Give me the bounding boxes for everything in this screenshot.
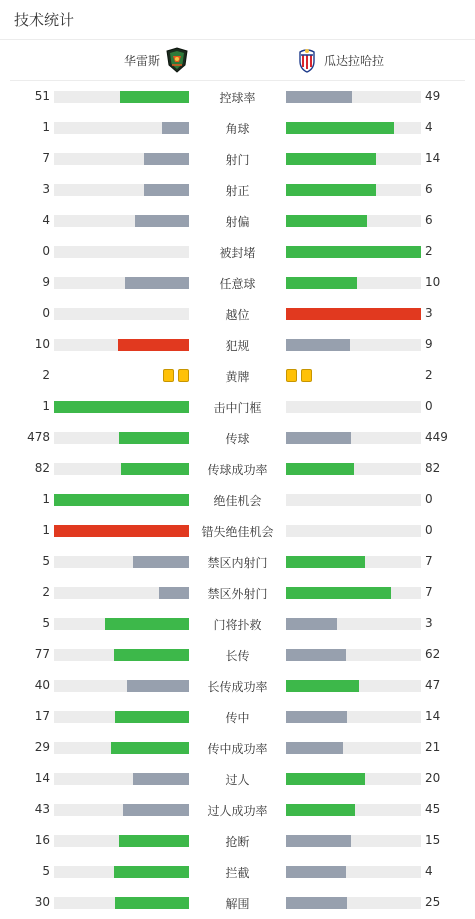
away-stat-bar-track: [286, 339, 421, 351]
home-stat-value: 0: [42, 306, 50, 320]
home-stat-bar-track: [54, 432, 189, 444]
away-stat-value: 10: [425, 275, 441, 289]
away-stat-bar: [286, 91, 352, 103]
away-stat-bar-track: [286, 618, 421, 630]
stat-row: [0, 546, 475, 577]
stat-label: 控球率: [219, 91, 256, 105]
away-stat-bar-track: [286, 649, 421, 661]
away-stat-value: 82: [425, 461, 441, 475]
stat-label: 传球成功率: [207, 463, 268, 477]
away-stat-value: 21: [425, 740, 441, 754]
home-stat-bar: [133, 773, 189, 785]
away-stat-bar-track: [286, 91, 421, 103]
away-stat-value: 47: [425, 678, 441, 692]
stat-row: [0, 422, 475, 453]
stat-row: [0, 484, 475, 515]
home-stat-bar: [54, 401, 189, 413]
away-stat-value: 2: [425, 244, 433, 258]
away-stat-value: 0: [425, 492, 433, 506]
away-stat-bar: [286, 556, 365, 568]
fc-juarez-crest-icon: [164, 47, 190, 73]
away-stat-value: 3: [425, 306, 433, 320]
home-stat-value: 30: [34, 895, 50, 909]
stat-label: 过人: [225, 773, 250, 787]
home-stat-bar-track: [54, 711, 189, 723]
home-stat-value: 3: [42, 182, 50, 196]
away-stat-value: 14: [425, 151, 441, 165]
away-stat-value: 49: [425, 89, 441, 103]
home-stat-value: 5: [42, 864, 50, 878]
stat-label: 解围: [225, 897, 250, 911]
away-stat-value: 3: [425, 616, 433, 630]
stat-label: 黄牌: [225, 370, 250, 384]
stat-label: 传中成功率: [207, 742, 268, 756]
stat-label: 禁区外射门: [207, 587, 268, 601]
stat-row: [0, 701, 475, 732]
away-stat-value: 0: [425, 523, 433, 537]
home-stat-bar-track: [54, 184, 189, 196]
away-stat-bar: [286, 649, 346, 661]
home-stat-bar: [159, 587, 189, 599]
away-stat-bar-track: [286, 277, 421, 289]
home-stat-bar: [125, 277, 189, 289]
away-stat-bar-track: [286, 556, 421, 568]
away-stat-bar-track: [286, 215, 421, 227]
stat-row: [0, 236, 475, 267]
home-stat-bar-track: [54, 277, 189, 289]
stat-label: 角球: [225, 122, 250, 136]
away-stat-bar-track: [286, 711, 421, 723]
home-stat-bar-track: [54, 773, 189, 785]
stats-list: [0, 81, 475, 918]
away-stat-bar-track: [286, 866, 421, 878]
stat-label: 射正: [225, 184, 250, 198]
away-stat-bar-track: [286, 463, 421, 475]
away-stat-bar: [286, 835, 351, 847]
home-stat-value: 5: [42, 554, 50, 568]
home-stat-bar: [54, 525, 189, 537]
away-stat-value: 7: [425, 554, 433, 568]
home-stat-bar-track: [54, 122, 189, 134]
away-stat-value: 14: [425, 709, 441, 723]
away-stat-bar: [286, 773, 365, 785]
home-stat-bar-track: [54, 91, 189, 103]
stat-row: [0, 608, 475, 639]
home-stat-bar-track: [54, 742, 189, 754]
away-stat-bar: [286, 618, 337, 630]
home-stat-value: 5: [42, 616, 50, 630]
away-stat-bar: [286, 339, 350, 351]
home-stat-bar: [114, 649, 189, 661]
stat-row: [0, 329, 475, 360]
yellow-card-icon: [286, 369, 297, 382]
away-stat-bar-track: [286, 308, 421, 320]
home-stat-bar: [115, 897, 189, 909]
home-stat-value: 10: [34, 337, 50, 351]
home-stat-bar-track: [54, 556, 189, 568]
away-stat-bar: [286, 184, 376, 196]
home-stat-bar: [119, 432, 189, 444]
stat-label: 传球: [225, 432, 250, 446]
stat-row: [0, 732, 475, 763]
stat-row: [0, 763, 475, 794]
away-stat-value: 15: [425, 833, 441, 847]
away-stat-bar: [286, 587, 391, 599]
stat-label: 射偏: [225, 215, 250, 229]
stat-row: [0, 670, 475, 701]
home-stat-bar-track: [54, 215, 189, 227]
home-stat-value: 0: [42, 244, 50, 258]
stat-row: [0, 205, 475, 236]
yellow-card-icon: [301, 369, 312, 382]
away-stat-bar: [286, 742, 343, 754]
stat-row: [0, 267, 475, 298]
away-stat-bar-track: [286, 246, 421, 258]
away-stat-bar: [286, 432, 351, 444]
home-stat-value: 77: [34, 647, 50, 661]
home-stat-bar: [162, 122, 189, 134]
home-stat-value: 478: [27, 430, 50, 444]
away-stat-bar-track: [286, 804, 421, 816]
away-stat-bar: [286, 277, 357, 289]
home-stat-bar: [105, 618, 189, 630]
home-stat-bar: [115, 711, 189, 723]
home-stat-bar-track: [54, 587, 189, 599]
away-stat-value: 45: [425, 802, 441, 816]
away-stat-bar-track: [286, 494, 421, 506]
away-stat-value: 6: [425, 213, 433, 227]
stat-label: 绝佳机会: [213, 494, 262, 508]
away-stat-bar: [286, 153, 376, 165]
stat-label: 长传成功率: [207, 680, 268, 694]
home-stat-value: 2: [42, 368, 50, 382]
away-stat-bar-track: [286, 184, 421, 196]
stat-row: [0, 887, 475, 918]
home-stat-bar-track: [54, 246, 189, 258]
home-yellow-cards: [163, 369, 189, 382]
yellow-card-icon: [178, 369, 189, 382]
away-stat-value: 7: [425, 585, 433, 599]
chivas-crest-icon: [294, 47, 320, 73]
stat-row: [0, 112, 475, 143]
stat-row: [0, 856, 475, 887]
home-stat-value: 1: [42, 399, 50, 413]
page-title: 技术统计: [14, 11, 75, 29]
home-stat-value: 1: [42, 120, 50, 134]
away-stat-value: 6: [425, 182, 433, 196]
home-stat-bar: [54, 494, 189, 506]
stat-label: 传中: [225, 711, 250, 725]
away-stat-bar-track: [286, 122, 421, 134]
home-stat-value: 2: [42, 585, 50, 599]
away-stat-bar: [286, 711, 347, 723]
away-stat-value: 4: [425, 120, 433, 134]
away-stat-bar-track: [286, 432, 421, 444]
away-stat-value: 25: [425, 895, 441, 909]
stat-row: [0, 794, 475, 825]
home-stat-bar-track: [54, 153, 189, 165]
home-team[interactable]: [124, 47, 190, 73]
stat-label: 任意球: [219, 277, 256, 291]
home-stat-bar: [127, 680, 189, 692]
stat-label: 门将扑救: [213, 618, 262, 632]
stat-row: [0, 81, 475, 112]
home-stat-bar-track: [54, 339, 189, 351]
away-yellow-cards: [286, 369, 312, 382]
home-stat-value: 7: [42, 151, 50, 165]
away-stat-value: 0: [425, 399, 433, 413]
home-stat-bar: [123, 804, 189, 816]
teams-header: [10, 41, 465, 81]
away-stat-bar-track: [286, 742, 421, 754]
stat-label: 射门: [225, 153, 250, 167]
home-stat-bar: [144, 184, 189, 196]
away-stat-bar-track: [286, 773, 421, 785]
home-stat-value: 1: [42, 492, 50, 506]
stat-row: [0, 298, 475, 329]
home-stat-bar: [114, 866, 189, 878]
stat-label: 错失绝佳机会: [201, 525, 274, 539]
home-stat-value: 14: [34, 771, 50, 785]
home-stat-bar-track: [54, 463, 189, 475]
home-stat-value: 82: [34, 461, 50, 475]
away-stat-bar-track: [286, 587, 421, 599]
away-stat-value: 20: [425, 771, 441, 785]
away-stat-value: 62: [425, 647, 441, 661]
stat-row: [0, 577, 475, 608]
away-stat-bar: [286, 122, 394, 134]
stat-row: [0, 174, 475, 205]
home-stat-value: 40: [34, 678, 50, 692]
home-stat-bar-track: [54, 401, 189, 413]
home-stat-bar: [144, 153, 189, 165]
away-stat-bar-track: [286, 680, 421, 692]
away-stat-bar: [286, 680, 359, 692]
home-stat-bar: [135, 215, 189, 227]
away-stat-value: 449: [425, 430, 448, 444]
away-stat-value: 4: [425, 864, 433, 878]
home-stat-value: 1: [42, 523, 50, 537]
home-stat-bar-track: [54, 866, 189, 878]
yellow-card-icon: [163, 369, 174, 382]
away-stat-bar-track: [286, 153, 421, 165]
home-stat-bar: [118, 339, 189, 351]
away-stat-bar: [286, 308, 421, 320]
away-stat-bar: [286, 897, 347, 909]
away-stat-value: 9: [425, 337, 433, 351]
stat-row: [0, 639, 475, 670]
away-stat-bar: [286, 215, 367, 227]
home-stat-bar: [120, 91, 189, 103]
home-stat-bar-track: [54, 525, 189, 537]
away-stat-bar: [286, 246, 421, 258]
away-stat-bar: [286, 866, 346, 878]
home-stat-bar-track: [54, 618, 189, 630]
home-stat-bar-track: [54, 897, 189, 909]
away-stat-bar: [286, 804, 355, 816]
away-stat-bar-track: [286, 897, 421, 909]
home-team-name: 华雷斯: [123, 53, 160, 68]
away-stat-bar: [286, 463, 354, 475]
home-stat-bar: [111, 742, 189, 754]
home-stat-bar-track: [54, 835, 189, 847]
home-stat-bar-track: [54, 680, 189, 692]
away-stat-bar-track: [286, 525, 421, 537]
home-stat-bar-track: [54, 494, 189, 506]
page-header: [0, 0, 475, 40]
stat-label: 禁区内射门: [207, 556, 268, 570]
stat-label: 越位: [225, 308, 250, 322]
stat-row: [0, 391, 475, 422]
away-stat-bar-track: [286, 401, 421, 413]
home-stat-value: 51: [34, 89, 50, 103]
stat-label: 击中门框: [213, 401, 262, 415]
stat-row: [0, 453, 475, 484]
stat-row: [0, 515, 475, 546]
home-stat-bar-track: [54, 649, 189, 661]
home-stat-bar: [133, 556, 189, 568]
stat-label: 抢断: [225, 835, 250, 849]
stat-row: [0, 143, 475, 174]
home-stat-value: 9: [42, 275, 50, 289]
home-stat-bar-track: [54, 804, 189, 816]
home-stat-bar: [119, 835, 189, 847]
away-team-name: 瓜达拉哈拉: [324, 53, 385, 68]
stat-row: [0, 825, 475, 856]
stat-label: 被封堵: [219, 246, 256, 260]
home-stat-value: 4: [42, 213, 50, 227]
home-stat-bar-track: [54, 308, 189, 320]
home-stat-value: 43: [34, 802, 50, 816]
home-stat-bar: [121, 463, 189, 475]
away-team[interactable]: [294, 47, 384, 73]
stat-label: 过人成功率: [207, 804, 268, 818]
home-stat-value: 29: [34, 740, 50, 754]
stat-label: 拦截: [225, 866, 250, 880]
away-stat-bar-track: [286, 835, 421, 847]
away-stat-value: 2: [425, 368, 433, 382]
stat-label: 犯规: [225, 339, 250, 353]
stat-label: 长传: [225, 649, 250, 663]
home-stat-value: 17: [34, 709, 50, 723]
home-stat-value: 16: [34, 833, 50, 847]
stat-row: [0, 360, 475, 391]
